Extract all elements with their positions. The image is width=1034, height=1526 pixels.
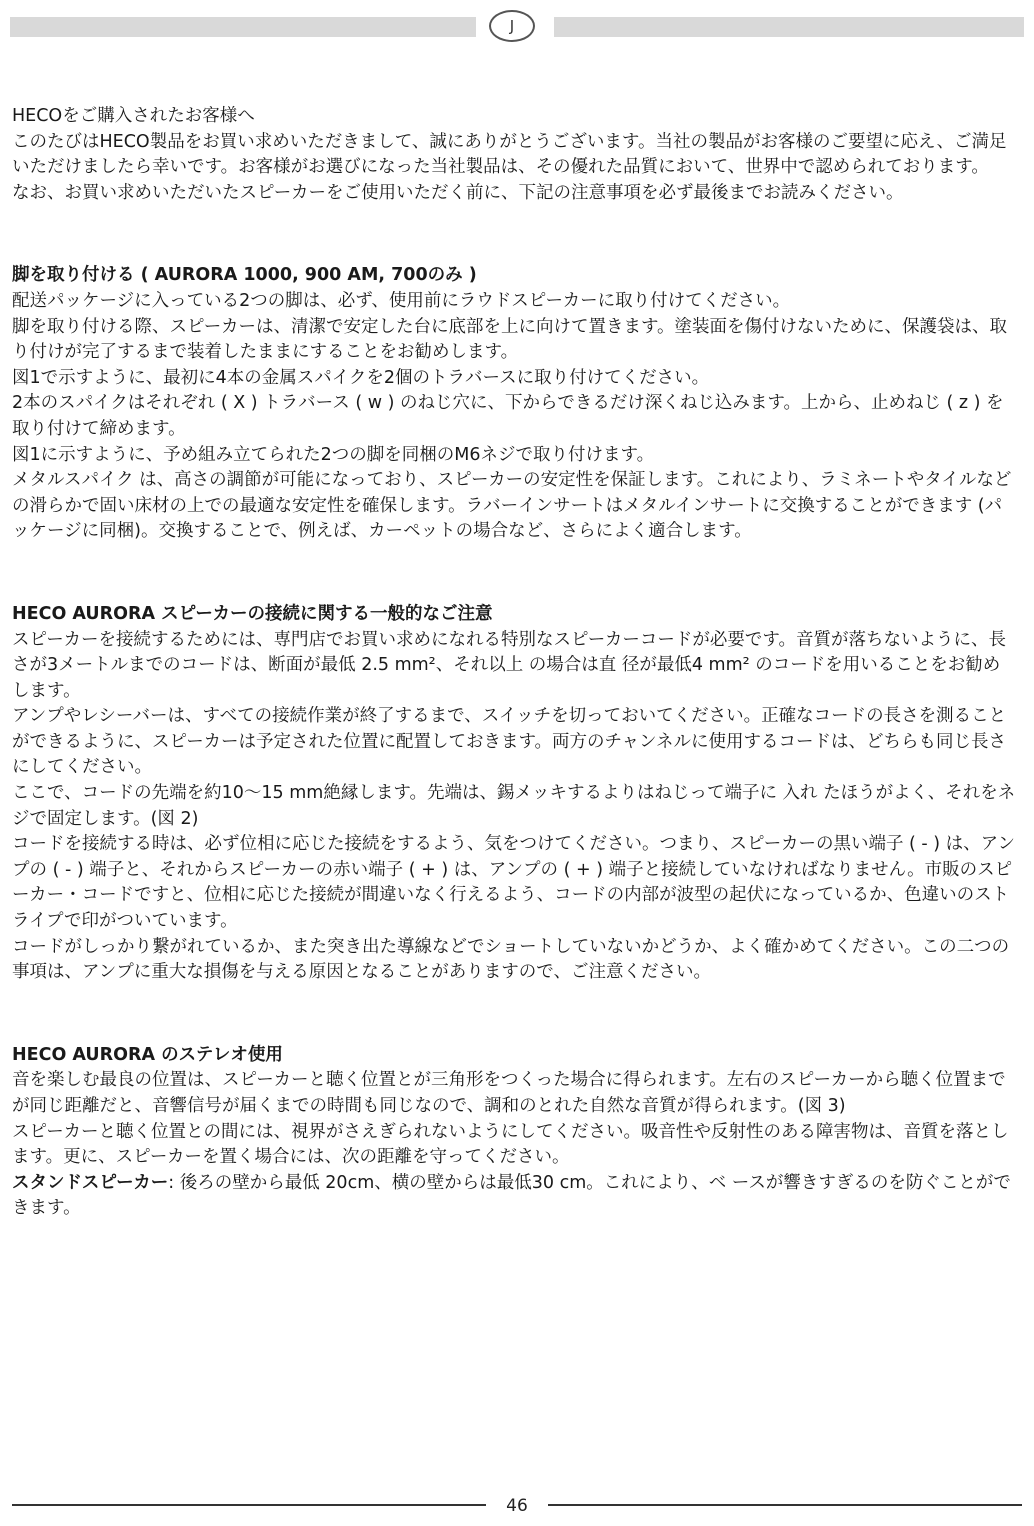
- connection-section: [12, 602, 1016, 986]
- intro-paragraph-1: このたびはHECO製品をお買い求めいただきまして、誠にありがとうございます。当社の製品がお客様のご要望に応え、ご満足いただけましたら幸いです。お客様がお選びになった当社製品は、その優れた品質において、世界中で認められております。: [12, 131, 1007, 178]
- feet-heading: 脚を取り付ける ( AURORA 1000, 900 AM, 700のみ ): [12, 265, 477, 286]
- header-bar-right: [554, 17, 1024, 37]
- intro-paragraph-2: なお、お買い求めいただいたスピーカーをご使用いただく前に、下記の注意事項を必ず最後までお読みください。: [12, 182, 904, 203]
- connection-paragraph-3: ここで、コードの先端を約10～15 mm絶縁します。先端は、錫メッキするよりはねじって端子に 入れ たほうがよく、それをネジで固定します。(図 2): [12, 783, 1016, 829]
- floor-speaker-text: : 後ろの壁から最低 20cm、横の壁からは最低30 cm。これにより、ベ ースが響きすぎるのを防ぐことができます。: [12, 1172, 1011, 1219]
- feet-paragraph-3: 図1で示すように、最初に4本の金属スパイクを2個のトラバースに取り付けてください。: [12, 367, 710, 388]
- stereo-heading: HECO AURORA のステレオ使用: [12, 1044, 283, 1065]
- connection-paragraph-5: コードがしっかり繋がれているか、また突き出た導線などでショートしていないかどうか、よく確かめてください。この二つの事項は、アンプに重大な損傷を与える原因となることがありますので、ご注意ください。: [12, 936, 1010, 983]
- feet-paragraph-1: 配送パッケージに入っている2つの脚は、必ず、使用前にラウドスピーカーに取り付けてください。: [12, 290, 791, 311]
- connection-paragraph-2: アンプやレシーバーは、すべての接続作業が終了するまで、スイッチを切っておいてください。正確なコードの長さを測ることができるように、スピーカーは予定された位置に配置しておきます。両方のチャンネルに使用するコードは、どちらも同じ長さにしてください。: [12, 706, 1007, 778]
- language-badge: J: [489, 10, 535, 42]
- page-content: [12, 104, 1016, 1222]
- feet-paragraph-4: 2本のスパイクはそれぞれ ( X ) トラバース ( w ) のねじ穴に、下からできるだけ深くねじ込みます。上から、止めねじ ( z ) を取り付けて締めます。: [12, 393, 1004, 439]
- connection-paragraph-1: スピーカーを接続するためには、専門店でお買い求めになれる特別なスピーカーコードが必要です。音質が落ちないように、長さが3メートルまでのコードは、断面が最低 2.5 mm²、それ以上 の場合は直 径が最低4 mm² のコードを用いることをお勧めします。: [12, 629, 1006, 701]
- page-number: 46: [506, 1496, 528, 1516]
- salutation: HECOをご購入されたお客様へ: [12, 106, 255, 126]
- stereo-paragraph-3: [12, 1171, 1016, 1222]
- connection-heading: HECO AURORA スピーカーの接続に関する一般的なご注意: [12, 603, 493, 624]
- footer-rule-left: [12, 1504, 486, 1506]
- header-bar-left: [10, 17, 476, 37]
- feet-paragraph-2: 脚を取り付ける際、スピーカーは、清潔で安定した台に底部を上に向けて置きます。塗装面を傷付けないために、保護袋は、取り付けが完了するまで装着したままにすることをお勧めします。: [12, 316, 1008, 363]
- connection-paragraph-4: コードを接続する時は、必ず位相に応じた接続をするよう、気をつけてください。つまり、スピーカーの黒い端子 ( - ) は、アンプの ( - ) 端子と、それからスピーカーの赤い端子 ( + ) は、アンプの ( + ) 端子と接続していなければなりません。市販のスピーカー・コードですと、位相に応じた接続が間違いなく行えるよう、コードの内部が波型の起伏になっているか、色違いのストライプで印がついています。: [12, 834, 1015, 932]
- feet-paragraph-5: 図1に示すように、予め組み立てられた2つの脚を同梱のM6ネジで取り付けます。: [12, 444, 655, 465]
- feet-paragraph-6: メタルスパイク は、高さの調節が可能になっており、スピーカーの安定性を保証します。これにより、ラミネートやタイルなどの滑らかで固い床材の上での最適な安定性を確保します。ラバーインサートはメタルインサートに交換することができます (パッケージに同梱)。交換することで、例えば、カーペットの場合など、さらによく適合します。: [12, 470, 1012, 542]
- intro-section: [12, 104, 1016, 206]
- feet-section: [12, 263, 1016, 545]
- footer-rule-right: [548, 1504, 1022, 1506]
- stereo-paragraph-1: 音を楽しむ最良の位置は、スピーカーと聴く位置とが三角形をつくった場合に得られます。左右のスピーカーから聴く位置までが同じ距離だと、音響信号が届くまでの時間も同じなので、調和のとれた自然な音質が得られます。(図 3): [12, 1070, 1006, 1116]
- stereo-paragraph-2: スピーカーと聴く位置との間には、視界がさえぎられないようにしてください。吸音性や反射性のある障害物は、音質を落とします。更に、スピーカーを置く場合には、次の距離を守ってください。: [12, 1121, 1009, 1168]
- floor-speaker-label: スタンドスピーカー: [12, 1172, 169, 1193]
- stereo-section: [12, 1043, 1016, 1222]
